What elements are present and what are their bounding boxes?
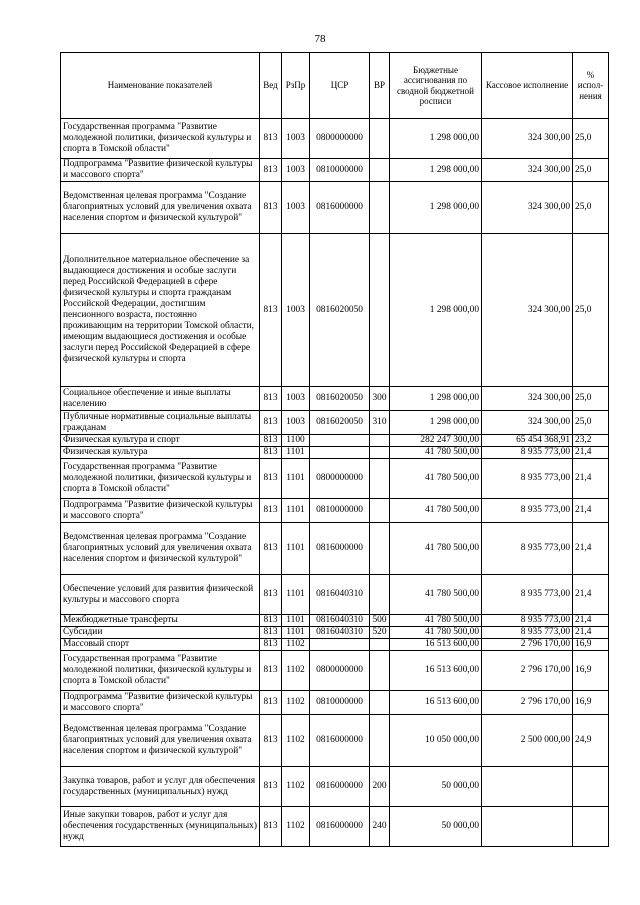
cell-name: Межбюджетные трансферты (61, 615, 260, 627)
table-row (61, 387, 609, 411)
cell-rzpr: 1102 (282, 651, 310, 691)
table-row (61, 459, 609, 499)
cell-csr (310, 639, 370, 651)
header-ved: Вед (260, 53, 282, 119)
cell-name: Закупка товаров, работ и услуг для обеспечения государственных (муниципальных) нужд (61, 767, 260, 807)
cell-cash-execution: 324 300,00 (482, 234, 573, 387)
cell-vr (370, 234, 390, 387)
cell-percent: 21,4 (573, 575, 609, 615)
cell-cash-execution: 324 300,00 (482, 411, 573, 435)
cell-percent: 21,4 (573, 615, 609, 627)
cell-vr: 200 (370, 767, 390, 807)
cell-vr: 310 (370, 411, 390, 435)
cell-name: Обеспечение условий для развития физической культуры и массового спорта (61, 575, 260, 615)
header-name: Наименование показателей (61, 53, 260, 119)
cell-cash-execution: 8 935 773,00 (482, 459, 573, 499)
cell-cash-execution: 324 300,00 (482, 182, 573, 234)
cell-assignments: 41 780 500,00 (390, 627, 482, 639)
cell-percent: 21,4 (573, 523, 609, 575)
table-row (61, 807, 609, 847)
cell-name: Ведомственная целевая программа "Создание благоприятных условий для увеличения охвата населения спортом и физической культурой" (61, 715, 260, 767)
cell-vr (370, 523, 390, 575)
cell-vr: 520 (370, 627, 390, 639)
cell-rzpr: 1102 (282, 691, 310, 715)
table-row (61, 499, 609, 523)
table-row (61, 615, 609, 627)
cell-csr: 0800000000 (310, 459, 370, 499)
cell-vr (370, 119, 390, 159)
cell-rzpr: 1003 (282, 119, 310, 159)
cell-assignments: 41 780 500,00 (390, 459, 482, 499)
cell-ved: 813 (260, 459, 282, 499)
cell-name: Подпрограмма "Развитие физической культуры и массового спорта" (61, 159, 260, 182)
cell-percent: 25,0 (573, 182, 609, 234)
cell-cash-execution: 2 796 170,00 (482, 651, 573, 691)
header-csr: ЦСР (310, 53, 370, 119)
cell-name: Социальное обеспечение и иные выплаты населению (61, 387, 260, 411)
cell-csr: 0800000000 (310, 119, 370, 159)
cell-assignments: 1 298 000,00 (390, 119, 482, 159)
cell-assignments: 50 000,00 (390, 767, 482, 807)
table-row (61, 715, 609, 767)
cell-ved: 813 (260, 575, 282, 615)
cell-assignments: 1 298 000,00 (390, 159, 482, 182)
table-row (61, 691, 609, 715)
cell-name: Государственная программа "Развитие молодежной политики, физической культуры и спорта в Томской области" (61, 119, 260, 159)
cell-assignments: 16 513 600,00 (390, 639, 482, 651)
cell-assignments: 41 780 500,00 (390, 575, 482, 615)
cell-cash-execution: 324 300,00 (482, 159, 573, 182)
cell-name: Государственная программа "Развитие молодежной политики, физической культуры и спорта в Томской области" (61, 459, 260, 499)
cell-rzpr: 1101 (282, 459, 310, 499)
cell-rzpr: 1102 (282, 807, 310, 847)
cell-cash-execution (482, 767, 573, 807)
cell-name: Физическая культура (61, 447, 260, 459)
cell-percent: 21,4 (573, 627, 609, 639)
cell-vr (370, 447, 390, 459)
cell-vr (370, 459, 390, 499)
cell-ved: 813 (260, 691, 282, 715)
cell-percent: 25,0 (573, 411, 609, 435)
cell-rzpr: 1102 (282, 715, 310, 767)
header-vr: ВР (370, 53, 390, 119)
cell-assignments: 10 050 000,00 (390, 715, 482, 767)
cell-ved: 813 (260, 234, 282, 387)
cell-cash-execution: 324 300,00 (482, 387, 573, 411)
cell-vr (370, 182, 390, 234)
cell-assignments: 16 513 600,00 (390, 691, 482, 715)
cell-vr (370, 575, 390, 615)
cell-rzpr: 1101 (282, 627, 310, 639)
cell-ved: 813 (260, 523, 282, 575)
cell-percent: 25,0 (573, 387, 609, 411)
table-row (61, 575, 609, 615)
cell-vr (370, 159, 390, 182)
table-row (61, 411, 609, 435)
cell-ved: 813 (260, 499, 282, 523)
cell-percent: 16,9 (573, 651, 609, 691)
cell-ved: 813 (260, 627, 282, 639)
cell-csr: 0816040310 (310, 615, 370, 627)
budget-table (60, 52, 609, 847)
cell-csr: 0816040310 (310, 627, 370, 639)
cell-name: Подпрограмма "Развитие физической культуры и массового спорта" (61, 691, 260, 715)
cell-percent: 25,0 (573, 119, 609, 159)
cell-vr: 500 (370, 615, 390, 627)
cell-percent (573, 767, 609, 807)
cell-rzpr: 1101 (282, 523, 310, 575)
cell-assignments: 41 780 500,00 (390, 523, 482, 575)
cell-assignments: 1 298 000,00 (390, 411, 482, 435)
cell-ved: 813 (260, 182, 282, 234)
cell-assignments: 282 247 300,00 (390, 435, 482, 447)
cell-percent: 21,4 (573, 459, 609, 499)
cell-csr: 0810000000 (310, 159, 370, 182)
cell-cash-execution: 2 796 170,00 (482, 691, 573, 715)
cell-percent: 16,9 (573, 691, 609, 715)
page-number: 78 (314, 33, 326, 45)
cell-name: Государственная программа "Развитие молодежной политики, физической культуры и спорта в Томской области" (61, 651, 260, 691)
cell-csr: 0816000000 (310, 182, 370, 234)
cell-csr: 0816000000 (310, 715, 370, 767)
cell-name: Ведомственная целевая программа "Создание благоприятных условий для увеличения охвата населения спортом и физической культурой" (61, 182, 260, 234)
cell-vr: 240 (370, 807, 390, 847)
table-row (61, 627, 609, 639)
table-row (61, 523, 609, 575)
cell-csr: 0800000000 (310, 651, 370, 691)
cell-vr: 300 (370, 387, 390, 411)
cell-rzpr: 1003 (282, 234, 310, 387)
cell-csr: 0810000000 (310, 499, 370, 523)
cell-rzpr: 1100 (282, 435, 310, 447)
cell-cash-execution: 8 935 773,00 (482, 447, 573, 459)
cell-assignments: 50 000,00 (390, 807, 482, 847)
cell-ved: 813 (260, 651, 282, 691)
cell-name: Массовый спорт (61, 639, 260, 651)
table-row (61, 159, 609, 182)
cell-cash-execution: 8 935 773,00 (482, 627, 573, 639)
cell-assignments: 1 298 000,00 (390, 182, 482, 234)
cell-assignments: 41 780 500,00 (390, 499, 482, 523)
cell-cash-execution: 8 935 773,00 (482, 615, 573, 627)
header-rzpr: РзПр (282, 53, 310, 119)
cell-csr: 0816000000 (310, 767, 370, 807)
table-header-row (61, 53, 609, 119)
cell-csr: 0816040310 (310, 575, 370, 615)
cell-csr: 0816000000 (310, 807, 370, 847)
cell-csr: 0816020050 (310, 411, 370, 435)
cell-assignments: 1 298 000,00 (390, 387, 482, 411)
cell-cash-execution: 324 300,00 (482, 119, 573, 159)
cell-assignments: 41 780 500,00 (390, 447, 482, 459)
cell-ved: 813 (260, 387, 282, 411)
cell-percent: 25,0 (573, 234, 609, 387)
table-row (61, 435, 609, 447)
cell-ved: 813 (260, 159, 282, 182)
cell-assignments: 41 780 500,00 (390, 615, 482, 627)
cell-ved: 813 (260, 615, 282, 627)
cell-ved: 813 (260, 639, 282, 651)
cell-ved: 813 (260, 715, 282, 767)
cell-ved: 813 (260, 411, 282, 435)
cell-rzpr: 1003 (282, 387, 310, 411)
cell-ved: 813 (260, 807, 282, 847)
table-row (61, 639, 609, 651)
cell-cash-execution: 2 500 000,00 (482, 715, 573, 767)
cell-rzpr: 1101 (282, 615, 310, 627)
cell-name: Физическая культура и спорт (61, 435, 260, 447)
cell-assignments: 16 513 600,00 (390, 651, 482, 691)
cell-percent (573, 807, 609, 847)
cell-name: Субсидии (61, 627, 260, 639)
header-cash-execution: Кассовое исполнение (482, 53, 573, 119)
cell-percent: 25,0 (573, 159, 609, 182)
cell-rzpr: 1101 (282, 499, 310, 523)
header-percent: % испол-нения (573, 53, 609, 119)
cell-rzpr: 1003 (282, 159, 310, 182)
header-assignments: Бюджетные ассигнования по сводной бюджетной росписи (390, 53, 482, 119)
cell-rzpr: 1101 (282, 575, 310, 615)
cell-vr (370, 499, 390, 523)
cell-assignments: 1 298 000,00 (390, 234, 482, 387)
cell-ved: 813 (260, 447, 282, 459)
cell-rzpr: 1102 (282, 639, 310, 651)
cell-cash-execution: 8 935 773,00 (482, 575, 573, 615)
cell-name: Публичные нормативные социальные выплаты гражданам (61, 411, 260, 435)
cell-csr (310, 435, 370, 447)
cell-cash-execution (482, 807, 573, 847)
cell-vr (370, 651, 390, 691)
cell-vr (370, 639, 390, 651)
cell-rzpr: 1003 (282, 182, 310, 234)
cell-csr: 0816020050 (310, 387, 370, 411)
cell-name: Иные закупки товаров, работ и услуг для обеспечения государственных (муниципальных) нужд (61, 807, 260, 847)
cell-cash-execution: 8 935 773,00 (482, 499, 573, 523)
cell-vr (370, 435, 390, 447)
cell-name: Подпрограмма "Развитие физической культуры и массового спорта" (61, 499, 260, 523)
cell-rzpr: 1003 (282, 411, 310, 435)
cell-cash-execution: 2 796 170,00 (482, 639, 573, 651)
table-row (61, 651, 609, 691)
cell-csr (310, 447, 370, 459)
cell-rzpr: 1101 (282, 447, 310, 459)
cell-ved: 813 (260, 119, 282, 159)
cell-vr (370, 691, 390, 715)
cell-percent: 21,4 (573, 447, 609, 459)
cell-percent: 24,9 (573, 715, 609, 767)
table-row (61, 182, 609, 234)
table-row (61, 767, 609, 807)
cell-percent: 16,9 (573, 639, 609, 651)
cell-cash-execution: 65 454 368,91 (482, 435, 573, 447)
table-row (61, 119, 609, 159)
cell-csr: 0816020050 (310, 234, 370, 387)
cell-name: Дополнительное материальное обеспечение за выдающиеся достижения и особые заслуги перед Российской Федерацией в сфере физической культуры и спорта гражданам Российской Федерации, достигшим пенсионного возраста, постоянно проживающим на территории Томской области, имеющим выдающиеся достижения и особые заслуги перед Российской Федерацией в сфере физической культуры и спорта (61, 234, 260, 387)
cell-ved: 813 (260, 435, 282, 447)
cell-vr (370, 715, 390, 767)
cell-csr: 0810000000 (310, 691, 370, 715)
cell-name: Ведомственная целевая программа "Создание благоприятных условий для увеличения охвата населения спортом и физической культурой" (61, 523, 260, 575)
cell-percent: 23,2 (573, 435, 609, 447)
cell-percent: 21,4 (573, 499, 609, 523)
table-row (61, 447, 609, 459)
cell-rzpr: 1102 (282, 767, 310, 807)
cell-cash-execution: 8 935 773,00 (482, 523, 573, 575)
cell-ved: 813 (260, 767, 282, 807)
cell-csr: 0816000000 (310, 523, 370, 575)
table-row (61, 234, 609, 387)
